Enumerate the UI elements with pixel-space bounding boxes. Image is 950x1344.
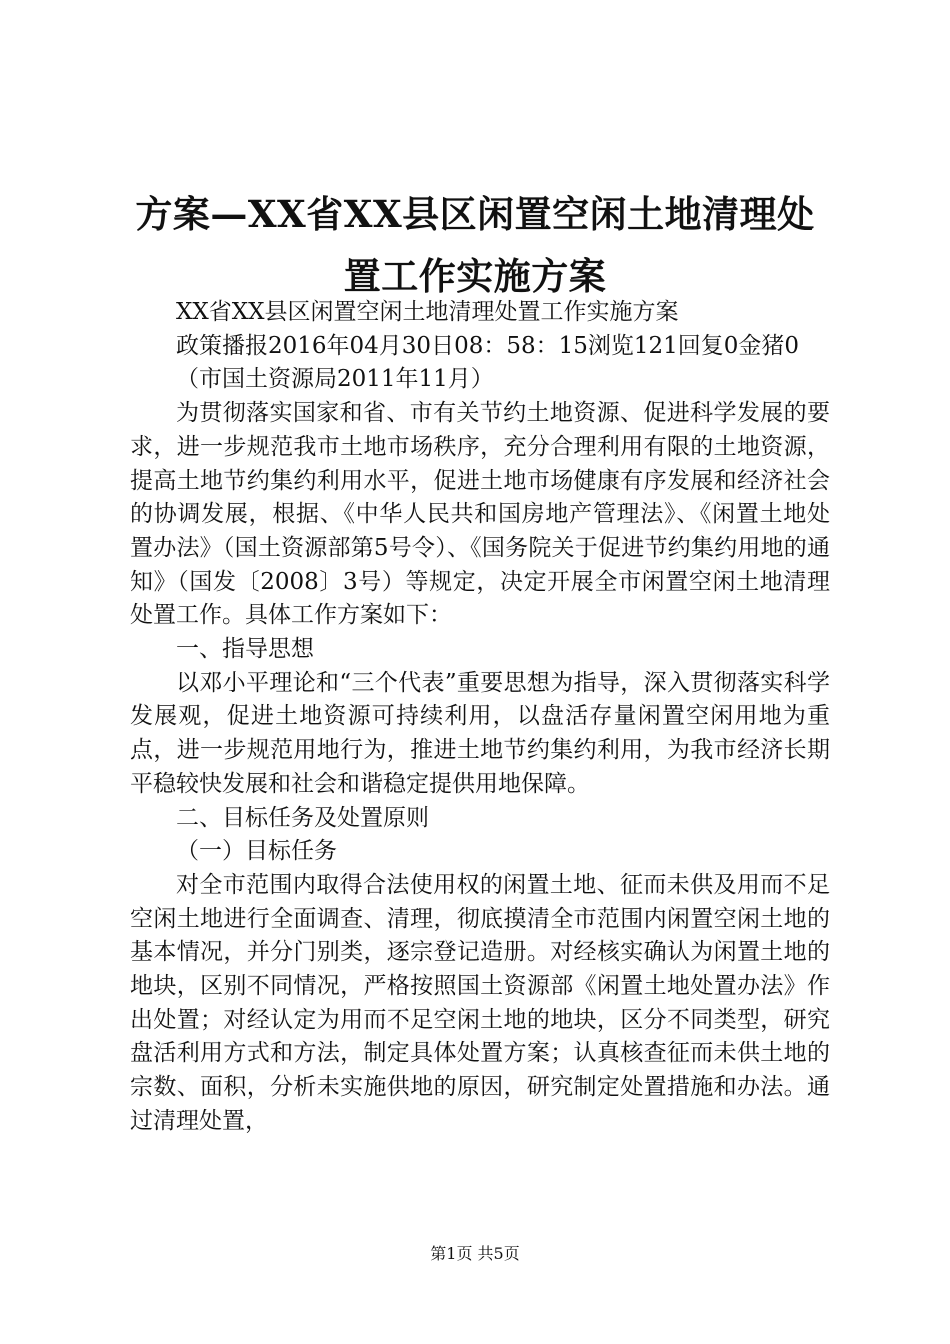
- document-title: 方案—XX省XX县区闲置空闲土地清理处置工作实施方案: [135, 192, 815, 298]
- paragraph-guiding-thought: 以邓小平理论和“三个代表”重要思想为指导，深入贯彻落实科学发展观，促进土地资源可持续利用，以盘活存量闲置空闲用地为重点，进一步规范用地行为，推进土地节约集约利用，为我市经济长期平稳较快发展和社会和谐稳定提供用地保障。: [130, 669, 830, 797]
- section-heading: 一、指导思想: [176, 636, 314, 663]
- subsection-heading: （一）目标任务: [176, 838, 337, 865]
- page-footer: 第1页 共5页: [430, 1244, 520, 1263]
- paragraph-meta: 政策播报2016年04月30日08：58：15浏览121回复0金猪0: [176, 332, 800, 359]
- document-body: [130, 296, 830, 1139]
- paragraph-source: （市国土资源局2011年11月）: [176, 366, 494, 393]
- paragraph-subtitle: XX省XX县区闲置空闲土地清理处置工作实施方案: [176, 299, 679, 325]
- paragraph-intro: 为贯彻落实国家和省、市有关节约土地资源、促进科学发展的要求，进一步规范我市土地市场秩序，充分合理利用有限的土地资源，提高土地节约集约利用水平，促进土地市场健康有序发展和经济社会的协调发展，根据、《中华人民共和国房地产管理法》、《闲置土地处置办法》（国土资源部第5号令）、《国务院关于促进节约集约用地的通知》（国发〔2008〕3号）等规定，决定开展全市闲置空闲土地清理处置工作。具体工作方案如下：: [130, 400, 830, 629]
- paragraph-target-tasks: 对全市范围内取得合法使用权的闲置土地、征而未供及用而不足空闲土地进行全面调查、清理，彻底摸清全市范围内闲置空闲土地的基本情况，并分门别类，逐宗登记造册。对经核实确认为闲置土地的地块，区别不同情况，严格按照国土资源部《闲置土地处置办法》作出处置；对经认定为用而不足空闲土地的地块，区分不同类型，研究盘活利用方式和方法，制定具体处置方案；认真核查征而未供土地的宗数、面积，分析未实施供地的原因，研究制定处置措施和办法。通过清理处置，: [130, 871, 830, 1134]
- section-heading: 二、目标任务及处置原则: [176, 804, 429, 831]
